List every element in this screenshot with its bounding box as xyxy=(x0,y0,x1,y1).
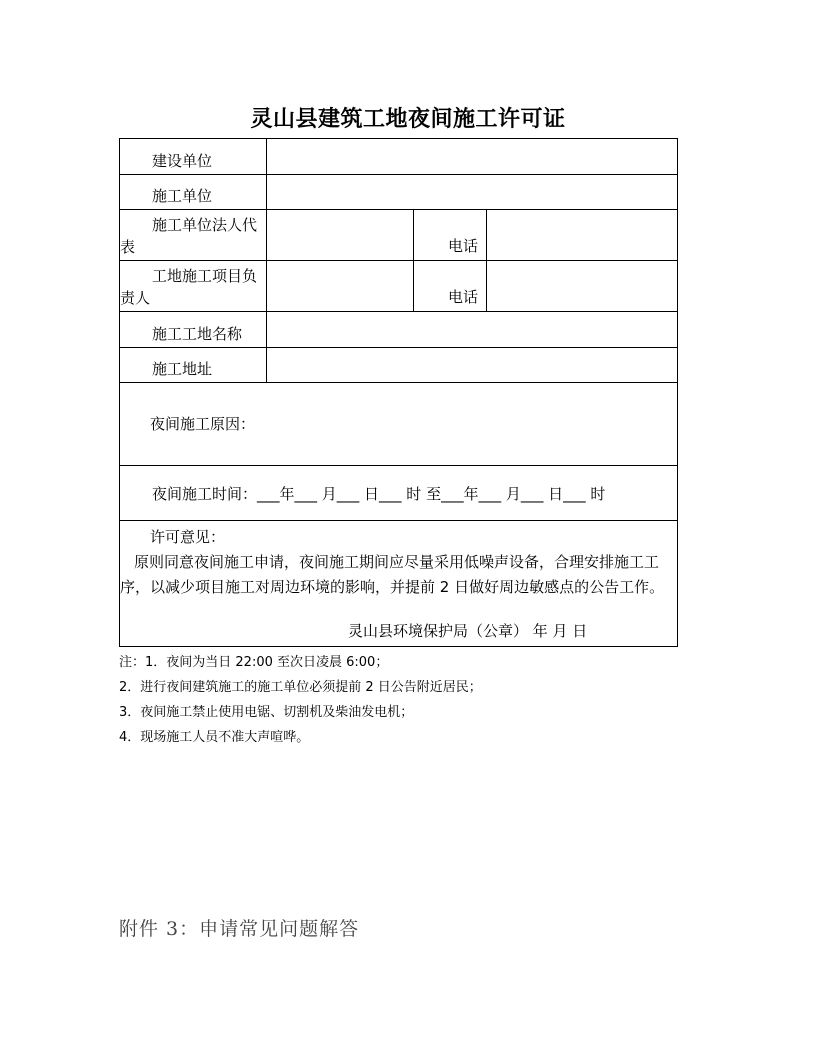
notes xyxy=(119,650,482,750)
label-project-lead-line1: 工地施工项目负 xyxy=(152,267,258,285)
night-work-reason[interactable]: 夜间施工原因： xyxy=(120,383,678,466)
permit-form xyxy=(119,138,678,647)
label-construction-unit: 建设单位 xyxy=(120,139,267,175)
label-site-address: 施工地址 xyxy=(120,348,267,383)
field-phone-1[interactable] xyxy=(487,210,678,261)
label-phone-2: 电话 xyxy=(414,261,487,312)
field-site-name[interactable] xyxy=(267,312,678,348)
label-project-lead-line2: 责人 xyxy=(120,289,151,307)
note-item: 2．进行夜间建筑施工的施工单位必须提前 2 日公告附近居民； xyxy=(119,680,482,695)
label-phone-1: 电话 xyxy=(414,210,487,261)
note-item: 注：1．夜间为当日 22:00 至次日凌晨 6:00； xyxy=(119,655,389,670)
opinion-body: 原则同意夜间施工申请，夜间施工期间应尽量采用低噪声设备，合理安排施工工序，以减少项目施工对周边环境的影响，并提前 2 日做好周边敏感点的公告工作。 xyxy=(120,553,665,596)
label-builder-unit: 施工单位 xyxy=(120,175,267,210)
opinion-signature: 灵山县环境保护局（公章） 年 月 日 xyxy=(348,622,588,640)
field-phone-2[interactable] xyxy=(487,261,678,312)
label-legal-rep-line1: 施工单位法人代 xyxy=(152,216,258,234)
label-legal-rep-line2: 表 xyxy=(120,238,136,256)
note-item: 4．现场施工人员不准大声喧哗。 xyxy=(119,730,310,745)
field-legal-representative[interactable] xyxy=(267,210,414,261)
field-construction-unit[interactable] xyxy=(267,139,678,175)
night-work-time[interactable]: 夜间施工时间：___年___ 月___ 日___ 时 至___年___ 月___ 日___ 时 xyxy=(120,466,678,521)
label-legal-representative xyxy=(120,210,267,261)
label-project-lead xyxy=(120,261,267,312)
permit-opinion xyxy=(120,521,678,647)
attachment-heading: 附件 3：申请常见问题解答 xyxy=(119,918,360,940)
note-item: 3．夜间施工禁止使用电锯、切割机及柴油发电机； xyxy=(119,705,414,720)
document-title: 灵山县建筑工地夜间施工许可证 xyxy=(250,106,566,132)
field-site-address[interactable] xyxy=(267,348,678,383)
field-builder-unit[interactable] xyxy=(267,175,678,210)
opinion-heading: 许可意见： xyxy=(150,528,226,546)
field-project-lead[interactable] xyxy=(267,261,414,312)
label-site-name: 施工工地名称 xyxy=(120,312,267,348)
